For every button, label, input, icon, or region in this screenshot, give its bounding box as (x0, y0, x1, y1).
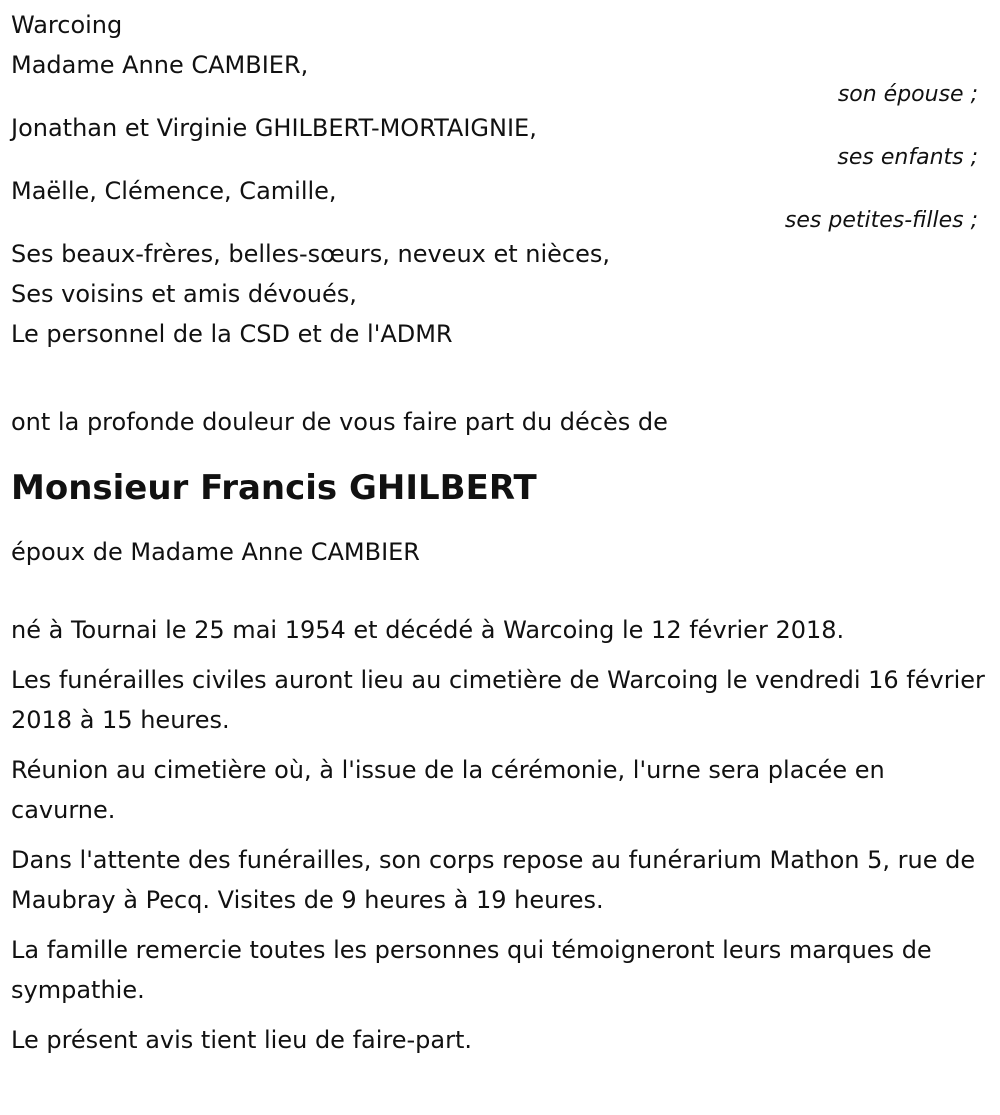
death-notice (11, 0, 991, 1070)
city-heading: Warcoing (11, 11, 123, 39)
family-member-name: Jonathan et Virginie GHILBERT-MORTAIGNIE, (11, 114, 537, 142)
family-member-0 (11, 45, 991, 108)
other-mourners (11, 234, 991, 354)
family-member-name: Maëlle, Clémence, Camille, (11, 177, 337, 205)
spacer (11, 510, 991, 532)
spacer (11, 572, 991, 610)
spacer (11, 354, 991, 402)
family-member-role: ses enfants ; (837, 145, 978, 170)
family-member-role: ses petites-filles ; (784, 208, 978, 233)
family-member-1 (11, 108, 991, 171)
meeting-paragraph: Réunion au cimetière où, à l'issue de la cérémonie, l'urne sera placée en cavurne. (11, 756, 885, 824)
other-mourner-line: Ses voisins et amis dévoués, (11, 280, 357, 308)
spouse-line: époux de Madame Anne CAMBIER (11, 538, 420, 566)
other-mourner-line: Le personnel de la CSD et de l'ADMR (11, 320, 453, 348)
announcement-text: ont la profonde douleur de vous faire part du décès de (11, 408, 668, 436)
thanks-paragraph: La famille remercie toutes les personnes qui témoigneront leurs marques de sympathie. (11, 936, 932, 1004)
visitation-paragraph: Dans l'attente des funérailles, son corps repose au funérarium Mathon 5, rue de Maubray à Pecq. Visites de 9 heures à 19 heures. (11, 846, 976, 914)
birth-death-paragraph: né à Tournai le 25 mai 1954 et décédé à Warcoing le 12 février 2018. (11, 616, 845, 644)
funeral-paragraph: Les funérailles civiles auront lieu au cimetière de Warcoing le vendredi 16 février 2018 à 15 heures. (11, 666, 985, 734)
family-member-2 (11, 171, 991, 234)
notice-paragraph: Le présent avis tient lieu de faire-part. (11, 1026, 473, 1054)
family-member-role: son épouse ; (837, 82, 978, 107)
deceased-name: Monsieur Francis GHILBERT (11, 468, 537, 508)
other-mourner-line: Ses beaux-frères, belles-sœurs, neveux et nièces, (11, 240, 611, 268)
family-member-name: Madame Anne CAMBIER, (11, 51, 309, 79)
